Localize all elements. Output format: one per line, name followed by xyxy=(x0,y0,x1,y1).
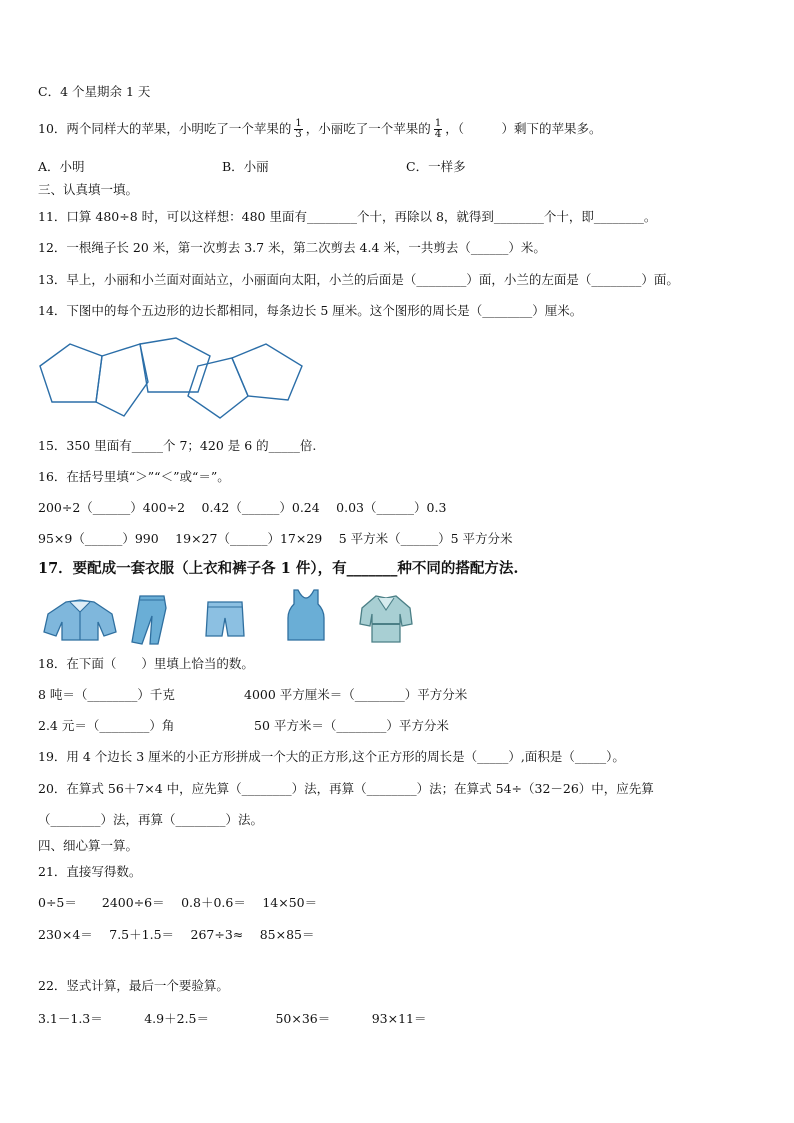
pentagon-4 xyxy=(188,358,248,418)
question-21: 21．直接写得数。 xyxy=(38,864,142,879)
question-16-row-2: 95×9（______）990 19×27（______）17×29 5 平方米（______）5 平方分米 xyxy=(38,531,513,546)
question-20-line-1: 20．在算式 56＋7×4 中，应先算（________）法，再算（________）法；在算式 54÷（32－26）中，应先算 xyxy=(38,781,654,796)
question-21-row-1: 0÷5＝ 2400÷6＝ 0.8＋0.6＝ 14×50＝ xyxy=(38,895,318,910)
question-22: 22．竖式计算，最后一个要验算。 xyxy=(38,978,229,993)
section-3-heading: 三、认真填一填。 xyxy=(38,182,139,197)
question-18-row-2b: 50 平方米＝（________）平方分米 xyxy=(254,718,449,733)
question-20-line-2: （________）法，再算（________）法。 xyxy=(38,812,264,827)
question-18-row-1a: 8 吨＝（________）千克 xyxy=(38,687,175,702)
jacket-icon xyxy=(40,598,120,644)
question-18-row-2a: 2.4 元＝（________）角 xyxy=(38,718,175,733)
question-22-row-1: 3.1－1.3＝ 4.9＋2.5＝ 50×36＝ 93×11＝ xyxy=(38,1011,427,1026)
section-4-heading: 四、细心算一算。 xyxy=(38,838,139,853)
question-17: 17．要配成一套衣服（上衣和裤子各 1 件），有_______种不同的搭配方法. xyxy=(38,560,519,577)
question-11: 11．口算 480÷8 时，可以这样想：480 里面有________个十，再除以 8，就得到________个十，即________。 xyxy=(38,209,657,224)
question-10 xyxy=(38,119,601,140)
q10-text-a: 10．两个同样大的苹果，小明吃了一个苹果的 xyxy=(38,121,292,136)
question-14: 14．下图中的每个五边形的边长都相同，每条边长 5 厘米。这个图形的周长是（________）厘米。 xyxy=(38,303,583,318)
question-16: 16．在括号里填“＞”“＜”或“＝”。 xyxy=(38,469,230,484)
pentagon-5 xyxy=(232,344,302,400)
question-21-row-2: 230×4＝ 7.5＋1.5＝ 267÷3≈ 85×85＝ xyxy=(38,927,315,942)
question-15: 15．350 里面有_____个 7；420 是 6 的_____倍. xyxy=(38,438,317,453)
question-12: 12．一根绳子长 20 米，第一次剪去 3.7 米，第二次剪去 4.4 米，一共剪去（______）米。 xyxy=(38,240,546,255)
pentagon-2 xyxy=(96,344,148,416)
trousers-icon xyxy=(128,594,172,646)
question-16-row-1: 200÷2（______）400÷2 0.42（______）0.24 0.03（______）0.3 xyxy=(38,500,447,515)
fraction-one-third: $\frac{1}{3}$ xyxy=(295,118,302,140)
fraction-one-quarter: $\frac{1}{4}$ xyxy=(434,118,442,140)
question-13: 13．早上，小丽和小兰面对面站立，小丽面向太阳，小兰的后面是（________）面，小兰的左面是（________）面。 xyxy=(38,272,679,287)
pentagon-chain-figure xyxy=(36,336,308,422)
option-c-prev: C．4 个星期余 1 天 xyxy=(38,84,151,99)
coat-icon xyxy=(358,594,414,644)
q10-option-c: C．一样多 xyxy=(406,159,466,174)
q10-text-c: ，（ ）剩下的苹果多。 xyxy=(445,121,602,136)
question-18-row-1b: 4000 平方厘米＝（________）平方分米 xyxy=(244,687,468,702)
pentagon-1 xyxy=(40,344,102,402)
q10-option-a: A．小明 xyxy=(38,159,85,174)
q10-text-b: ，小丽吃了一个苹果的 xyxy=(305,121,431,136)
vest-icon xyxy=(284,588,328,642)
question-18: 18．在下面（ ）里填上恰当的数。 xyxy=(38,656,254,671)
question-19: 19．用 4 个边长 3 厘米的小正方形拼成一个大的正方形,这个正方形的周长是（_____）,面积是（_____）。 xyxy=(38,749,625,764)
q10-option-b: B．小丽 xyxy=(222,159,269,174)
shorts-icon xyxy=(204,600,246,640)
